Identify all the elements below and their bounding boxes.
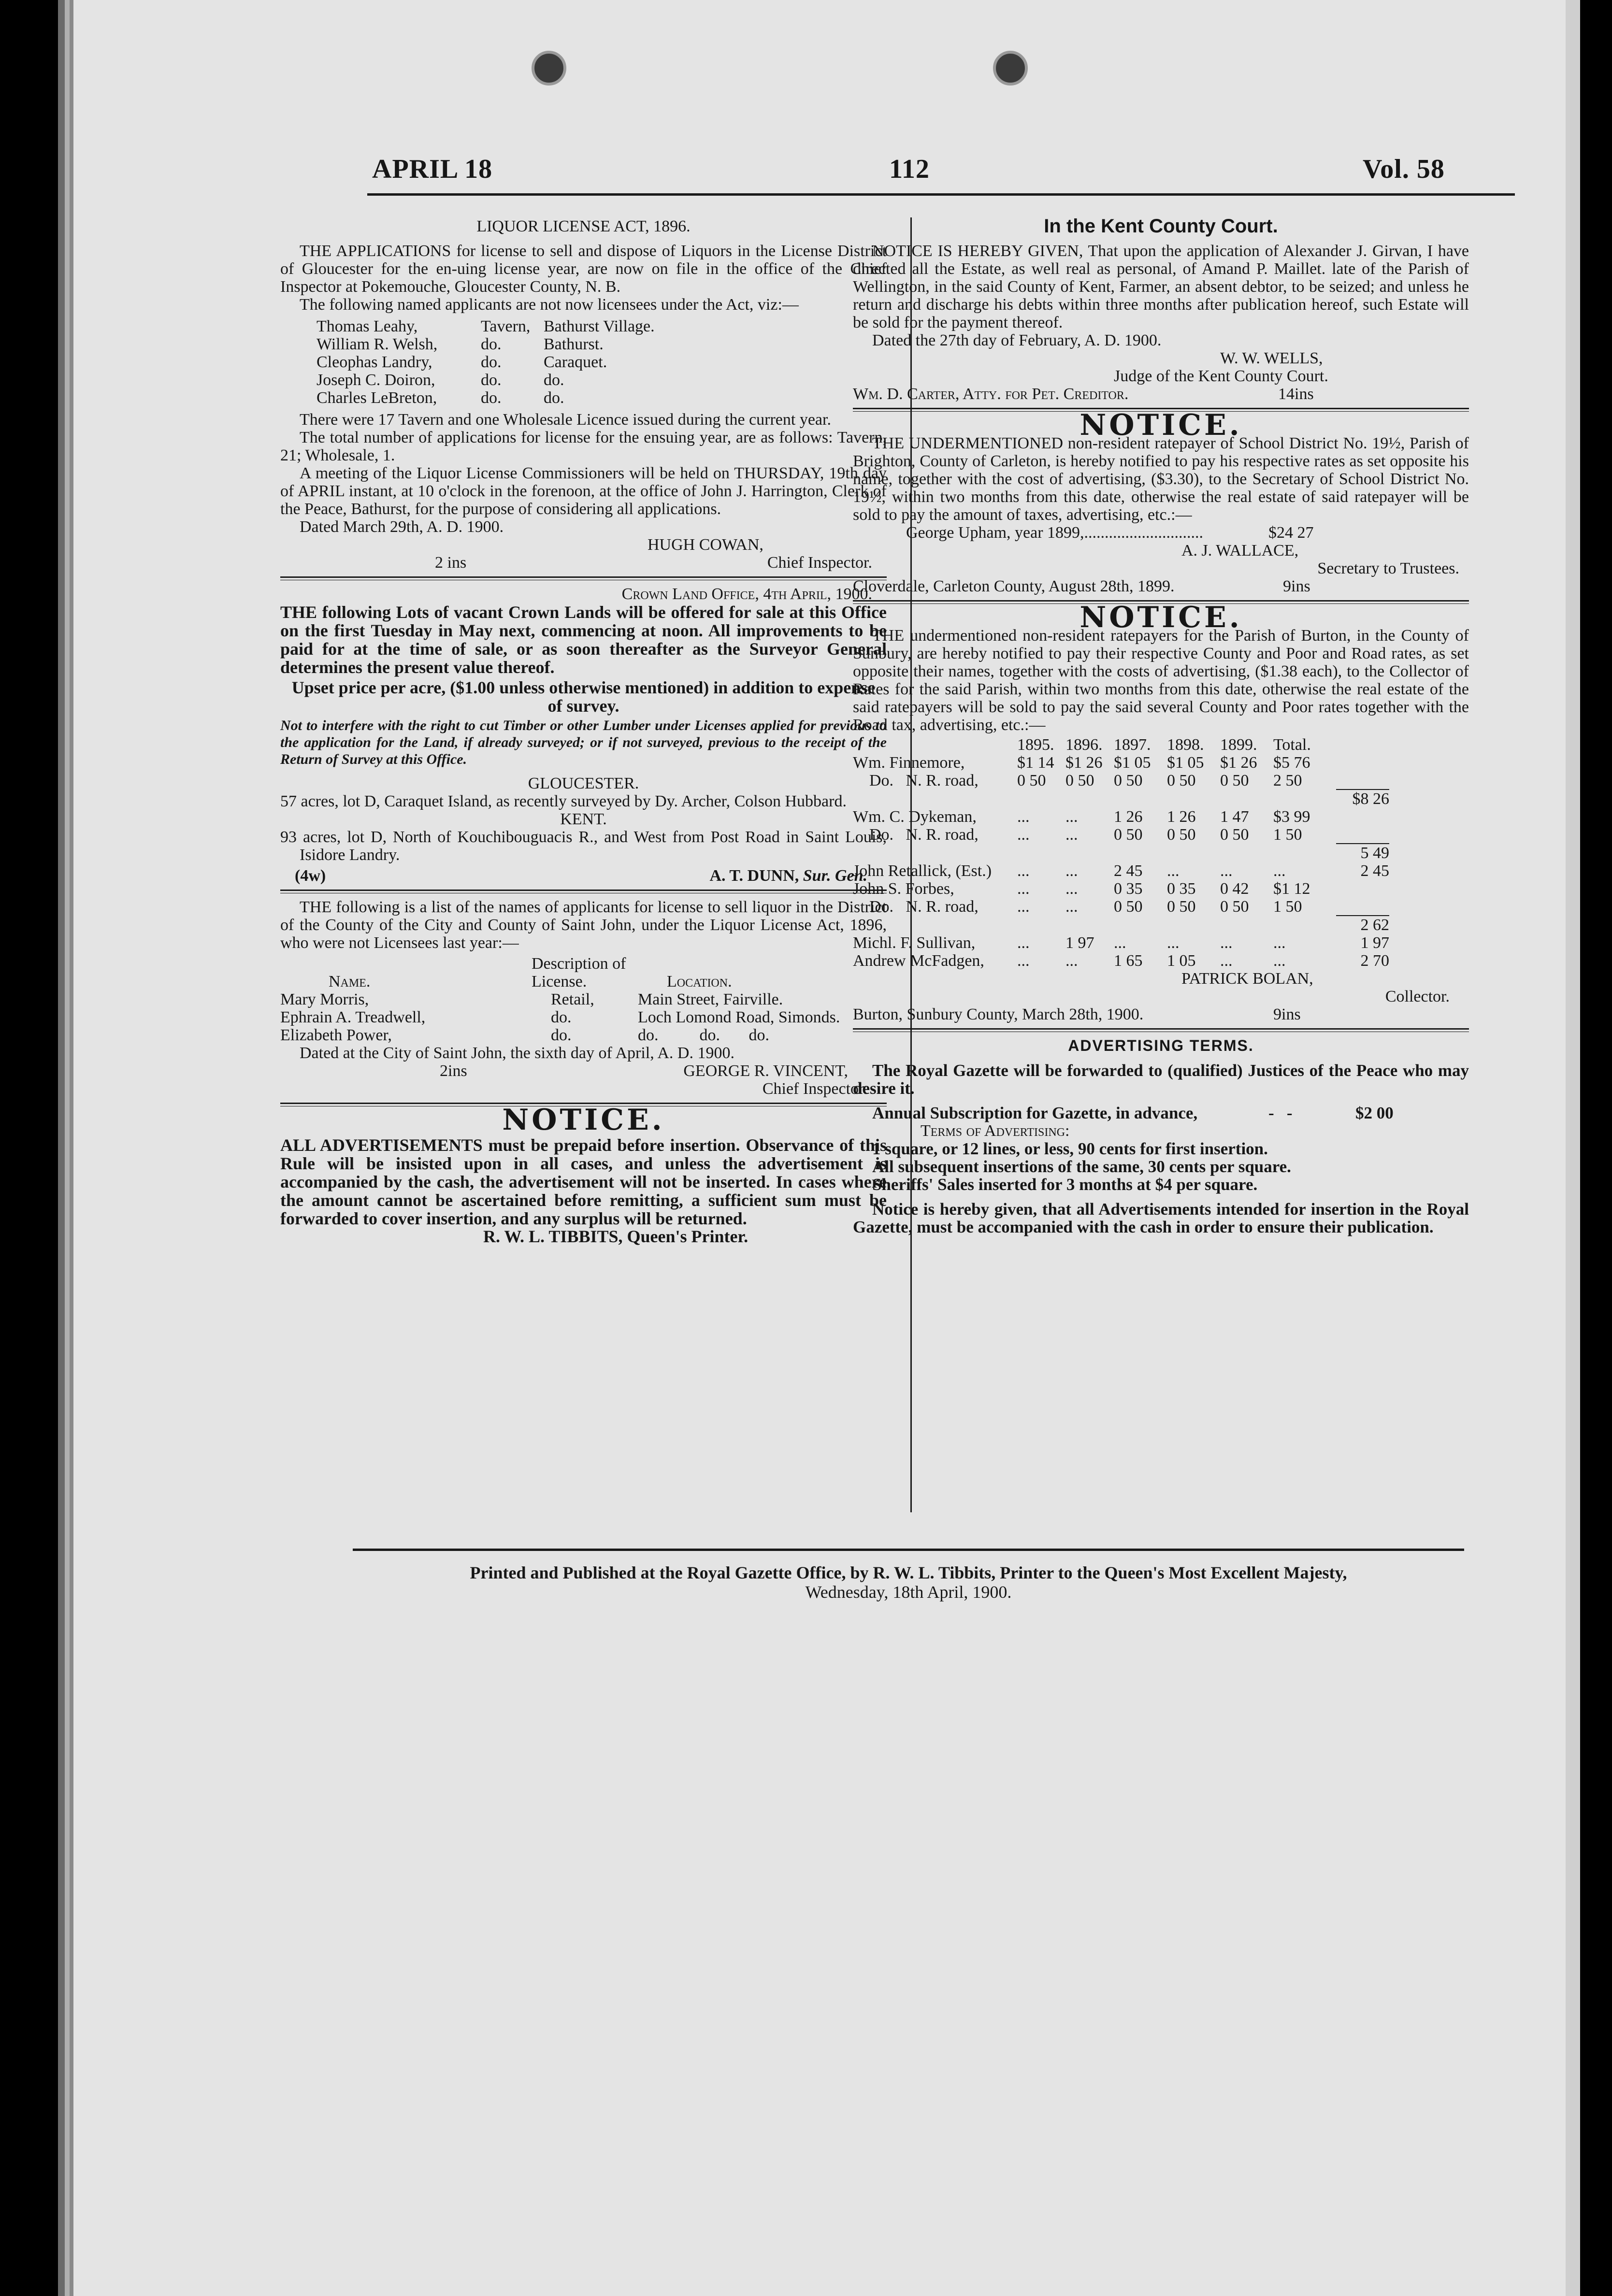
- total-cell: $5 76: [1273, 754, 1310, 772]
- page-edge: [65, 0, 70, 2296]
- year-header: 1898.: [1167, 736, 1204, 754]
- total-header: Total.: [1273, 736, 1311, 754]
- signer-title: Sur. Gen.: [803, 867, 867, 885]
- paragraph: THE following is a list of the names of applicants for license to sell liquor in the District of the County of the City and County of Saint John, under the Liquor License Act, 1896, who were not Licensees last year:—: [280, 898, 887, 952]
- signer-name: A. J. WALLACE,: [1181, 542, 1299, 560]
- table-row: [317, 335, 655, 353]
- paragraph: THE APPLICATIONS for license to sell and dispose of Liquors in the License District of Gloucester for the en-uing license year, are now on file in the office of the Chief Inspector at Pokemouche, Gloucester County, N. B.: [280, 242, 887, 296]
- page-edge: [58, 0, 65, 2296]
- rate-cell: 0 50: [1114, 772, 1143, 789]
- divider: [280, 576, 887, 580]
- location: Main Street, Fairville.: [638, 990, 783, 1008]
- page-edge: [1566, 0, 1580, 2296]
- ratepayer-name: Andrew McFadgen,: [853, 952, 984, 970]
- timber-note: Not to interfere with the right to cut Timber or other Lumber under Licenses applied for previous to the application for the Land, if already surveyed; or if not surveyed, previous to the receipt of the Return of Survey at this Office.: [280, 718, 887, 767]
- rate-cell: ...: [1065, 880, 1078, 898]
- license-type: do.: [481, 335, 502, 353]
- rate-cell: ...: [1220, 934, 1233, 952]
- sum-cell: 2 70: [1360, 952, 1389, 970]
- table-row: [853, 898, 1389, 916]
- location: Loch Lomond Road, Simonds.: [638, 1008, 840, 1026]
- signer-title: Secretary to Trustees.: [1317, 560, 1459, 577]
- rate-cell: 1 26: [1167, 808, 1196, 826]
- total-cell: ...: [1273, 862, 1286, 880]
- location: do. do. do.: [638, 1026, 769, 1044]
- rate-cell: $1 14: [1017, 754, 1054, 772]
- applicant-place: Caraquet.: [544, 353, 607, 371]
- rate-cell: 0 42: [1220, 880, 1249, 898]
- table-row: [280, 1008, 887, 1026]
- section-title: ADVERTISING TERMS.: [1068, 1037, 1254, 1054]
- rate-cell: [1220, 844, 1273, 862]
- page-edge: [70, 0, 73, 2296]
- sum-cell: [1336, 880, 1389, 898]
- applicant-place: Bathurst Village.: [544, 317, 655, 335]
- paragraph: NOTICE IS HEREBY GIVEN, That upon the application of Alexander J. Girvan, I have directed all the Estate, as well real as personal, of Amand P. Maillet. late of the Parish of Wellington, in the said County of Kent, Farmer, an absent debtor, to be seized; and unless he return and discharge his debts within three months after publication hereof, such Estate will be sold for the payment thereof.: [853, 242, 1469, 331]
- rate-cell: 1 65: [1114, 952, 1143, 970]
- sum-cell: [1336, 898, 1389, 916]
- applicant-name: William R. Welsh,: [317, 335, 438, 353]
- paragraph: The Royal Gazette will be forwarded to (qualified) Justices of the Peace who may desire it.: [853, 1061, 1469, 1098]
- rate-cell: 1 05: [1167, 952, 1196, 970]
- rate-cell: ...: [1017, 826, 1030, 844]
- rate-cell: [1017, 916, 1065, 934]
- rate-cell: ...: [1017, 952, 1030, 970]
- left-column: [280, 217, 887, 1246]
- rate-cell: 0 50: [1167, 898, 1196, 916]
- header-date: APRIL 18: [372, 154, 493, 184]
- brighton-ratepayer-notice: [853, 408, 1469, 595]
- rate-cell: [1114, 844, 1167, 862]
- table-row: [853, 952, 1389, 970]
- total-cell: 1 50: [1273, 898, 1302, 916]
- advertisement-prepay-notice: [280, 1103, 887, 1246]
- table-row: [317, 317, 655, 335]
- upset-price: Upset price per acre, ($1.00 unless otherwise mentioned) in addition to expense of survey.: [291, 678, 876, 716]
- sum-cell: 2 45: [1360, 862, 1389, 880]
- license-type: do.: [481, 353, 502, 371]
- table-row: [317, 371, 655, 389]
- signer-name: GEORGE R. VINCENT,: [683, 1062, 848, 1080]
- ratepayer-name: [853, 916, 1017, 934]
- ratepayer-name: Do. N. R. road,: [853, 898, 979, 916]
- signer-title: Collector.: [1385, 988, 1450, 1005]
- rate-cell: ...: [1114, 934, 1126, 952]
- total-cell: [1273, 844, 1336, 862]
- total-cell: $1 12: [1273, 880, 1310, 898]
- applicant-name: Joseph C. Doiron,: [317, 371, 435, 389]
- rate-cell: [1017, 844, 1065, 862]
- office-line: Crown Land Office, 4th April, 1900.: [621, 585, 872, 603]
- rate-cell: 0 35: [1167, 880, 1196, 898]
- county-heading: KENT.: [560, 810, 607, 828]
- sum-cell: $8 26: [1336, 789, 1389, 808]
- rate-cell: [1114, 916, 1167, 934]
- rate-cell: [1065, 789, 1114, 808]
- license-type: do.: [551, 1026, 572, 1044]
- paragraph: THE undermentioned non-resident ratepayers for the Parish of Burton, in the County of Sunbury, are hereby notified to pay their respective County and Poor and Road rates, as set opposite their names, together with the costs of advertising, ($1.38 each), to the Collector of Rates for the said Parish, within two months from this date, otherwise the real estate of the said ratepayers will be sold to pay the said several County and Poor rates together with the Road tax, advertising, etc.:—: [853, 627, 1469, 734]
- signer-name: W. W. WELLS,: [1220, 349, 1323, 367]
- terms-heading: Terms of Advertising:: [921, 1122, 1070, 1140]
- notice-title: In the Kent County Court.: [1044, 215, 1278, 237]
- kent-county-court-notice: [853, 217, 1469, 403]
- signer-title: Chief Inspector.: [762, 1080, 867, 1098]
- ratepayer-name: Do. N. R. road,: [853, 772, 979, 789]
- rate-cell: 0 50: [1220, 898, 1249, 916]
- place-date: Burton, Sunbury County, March 28th, 1900.: [853, 1005, 1144, 1023]
- table-row: [280, 990, 887, 1008]
- notice-title: NOTICE.: [1079, 408, 1242, 442]
- header-page-number: 112: [889, 154, 930, 184]
- rate-cell: [1017, 789, 1065, 808]
- license-type: Tavern,: [481, 317, 531, 335]
- ratepayer-name: [853, 844, 1017, 862]
- applicant-place: Bathurst.: [544, 335, 604, 353]
- year-header: 1895.: [1017, 736, 1054, 754]
- divider: [280, 890, 887, 893]
- rate-cell: 0 50: [1167, 826, 1196, 844]
- sum-cell: [1336, 808, 1389, 826]
- license-type: do.: [481, 371, 502, 389]
- header-rule: [367, 193, 1515, 196]
- year-header: 1899.: [1220, 736, 1257, 754]
- liquor-license-gloucester: [280, 217, 887, 572]
- header-volume: Vol. 58: [1363, 154, 1445, 184]
- notice-title: NOTICE.: [1079, 601, 1242, 634]
- insertions: 2 ins: [435, 554, 467, 572]
- ratepayer-name: Michl. F. Sullivan,: [853, 934, 976, 952]
- signer-name: R. W. L. TIBBITS, Queen's Printer.: [483, 1227, 748, 1246]
- footer-rule: [353, 1549, 1464, 1551]
- rate-cell: ...: [1220, 862, 1233, 880]
- table-row: [853, 826, 1389, 844]
- ratepayer-name: John Retallick, (Est.): [853, 862, 992, 880]
- binding-hole-icon: [532, 51, 566, 86]
- lot-entry: 93 acres, lot D, North of Kouchibouguacis R., and West from Post Road in Saint Louis, Isidore Landry.: [280, 828, 887, 864]
- paragraph: THE UNDERMENTIONED non-resident ratepayer of School District No. 19½, Parish of Brighton, County of Carleton, is hereby notified to pay his respective rates as set opposite his name, together with the cost of advertising, ($3.30), to the Secretary of School District No. 19½, within two months from this date, otherwise the real estate of said ratepayer will be sold to pay the amount of taxes, advertising, etc.:—: [853, 434, 1469, 524]
- ratepayer-name: Do. N. R. road,: [853, 826, 979, 844]
- imprint-line: Printed and Published at the Royal Gazette Office, by R. W. L. Tibbits, Printer to the Queen's Most Excellent Majesty,: [470, 1563, 1347, 1582]
- crown-land-notice: [280, 585, 887, 885]
- rates-table: [853, 736, 1389, 970]
- license-type: Retail,: [551, 990, 594, 1008]
- burton-ratepayer-notice: [853, 601, 1469, 1023]
- applicant-place: do.: [544, 371, 564, 389]
- divider: [853, 1028, 1469, 1032]
- rate-cell: [1167, 844, 1220, 862]
- subscription-label: Annual Subscription for Gazette, in advance,: [872, 1104, 1198, 1122]
- paragraph: Notice is hereby given, that all Advertisements intended for insertion in the Royal Gazette, must be accompanied with the cash in order to ensure their publication.: [853, 1200, 1469, 1236]
- rate-cell: [1167, 916, 1220, 934]
- imprint-date: Wednesday, 18th April, 1900.: [805, 1582, 1012, 1602]
- rate-cell: ...: [1017, 808, 1030, 826]
- rate-cell: ...: [1017, 934, 1030, 952]
- applicant-name: Elizabeth Power,: [280, 1026, 392, 1044]
- insertions: 2ins: [440, 1062, 467, 1080]
- total-cell: ...: [1273, 934, 1286, 952]
- advertising-terms: [853, 1037, 1469, 1236]
- notice-title: LIQUOR LICENSE ACT, 1896.: [476, 217, 691, 235]
- dated-line: Dated the 27th day of February, A. D. 1900.: [872, 331, 1162, 349]
- term-line: 1 square, or 12 lines, or less, 90 cents for first insertion.: [872, 1139, 1268, 1158]
- applicant-name: Mary Morris,: [280, 990, 369, 1008]
- sum-cell: [1336, 826, 1389, 844]
- applicant-name: Thomas Leahy,: [317, 317, 418, 335]
- ratepayer-name: Wm. C. Dykeman,: [853, 808, 977, 826]
- paragraph: There were 17 Tavern and one Wholesale Licence issued during the current year.: [300, 411, 831, 429]
- right-column: [853, 217, 1469, 1236]
- total-cell: ...: [1273, 952, 1286, 970]
- rate-cell: $1 26: [1065, 754, 1103, 772]
- rate-cell: 2 45: [1114, 862, 1143, 880]
- year-header: 1896.: [1065, 736, 1103, 754]
- binding-hole-icon: [993, 51, 1028, 86]
- total-cell: [1273, 916, 1336, 934]
- rate-cell: 0 50: [1017, 772, 1046, 789]
- insertions: 9ins: [1273, 1005, 1301, 1023]
- rate-cell: [1167, 789, 1220, 808]
- rate-cell: [1114, 789, 1167, 808]
- rate-cell: ...: [1017, 898, 1030, 916]
- notice-title: NOTICE.: [502, 1103, 665, 1137]
- attorney-line: Wm. D. Carter, Atty. for Pet. Creditor.: [853, 385, 1129, 403]
- rate-cell: 0 50: [1114, 898, 1143, 916]
- rate-cell: 1 47: [1220, 808, 1249, 826]
- rate-cell: 1 97: [1065, 934, 1094, 952]
- rate-cell: ...: [1065, 826, 1078, 844]
- ratepayer-name: Wm. Finnemore,: [853, 754, 965, 772]
- term-line: Sheriffs' Sales inserted for 3 months at $4 per square.: [872, 1175, 1258, 1194]
- rate-cell: ...: [1017, 880, 1030, 898]
- dated-line: Dated March 29th, A. D. 1900.: [300, 518, 504, 536]
- ratepayer-entry: George Upham, year 1899,.............................: [906, 524, 1204, 542]
- table-row: [853, 844, 1389, 862]
- table-row: [853, 862, 1389, 880]
- rate-cell: ...: [1065, 952, 1078, 970]
- paragraph: THE following Lots of vacant Crown Lands will be offered for sale at this Office on the first Tuesday in May next, commencing at noon. All improvements to be paid for at the time of sale, or as soon thereafter as the Surveyor General determines the present value thereof.: [280, 603, 887, 677]
- license-type: do.: [481, 389, 502, 407]
- column-header: Location.: [667, 973, 732, 990]
- rate-cell: 0 35: [1114, 880, 1143, 898]
- table-row: [317, 353, 655, 371]
- table-row: [853, 789, 1389, 808]
- table-row: [853, 772, 1389, 789]
- sum-cell: [1336, 772, 1389, 789]
- license-type: do.: [551, 1008, 572, 1026]
- term-line: All subsequent insertions of the same, 30 cents per square.: [872, 1157, 1291, 1176]
- insertions: 9ins: [1283, 577, 1310, 595]
- dated-line: Dated at the City of Saint John, the sixth day of April, A. D. 1900.: [300, 1044, 734, 1062]
- rate-cell: 0 50: [1220, 772, 1249, 789]
- total-cell: 2 50: [1273, 772, 1302, 789]
- signer-title: Judge of the Kent County Court.: [1114, 367, 1328, 385]
- insertions: 14ins: [1278, 385, 1314, 403]
- liquor-license-saint-john: [280, 898, 887, 1098]
- rate-cell: 0 50: [1065, 772, 1094, 789]
- lot-entry: 57 acres, lot D, Caraquet Island, as recently surveyed by Dy. Archer, Colson Hubbard.: [280, 792, 847, 810]
- rate-cell: 0 50: [1167, 772, 1196, 789]
- total-cell: [1273, 789, 1336, 808]
- table-header-row: [853, 736, 1389, 754]
- applicant-name: Ephrain A. Treadwell,: [280, 1008, 426, 1026]
- sum-cell: 5 49: [1336, 844, 1389, 862]
- rate-cell: ...: [1220, 952, 1233, 970]
- rate-cell: 0 50: [1114, 826, 1143, 844]
- applicants-table: [317, 317, 655, 407]
- applicant-place: do.: [544, 389, 564, 407]
- rate-cell: [1220, 916, 1273, 934]
- county-heading: GLOUCESTER.: [528, 775, 639, 792]
- insertions: (4w): [295, 867, 326, 885]
- signer-name: PATRICK BOLAN,: [1181, 970, 1313, 988]
- table-header-row: [280, 955, 887, 990]
- table-row: [853, 754, 1389, 772]
- paragraph: A meeting of the Liquor License Commissioners will be held on THURSDAY, 19th day of APRIL instant, at 10 o'clock in the forenoon, at the office of John J. Harrington, Clerk of the Peace, Bathurst, for the purpose of considering all applications.: [280, 464, 887, 518]
- rate-cell: $1 05: [1167, 754, 1204, 772]
- table-row: [853, 808, 1389, 826]
- column-header: Description of License.: [532, 955, 626, 990]
- sum-cell: [1336, 754, 1389, 772]
- paragraph: The total number of applications for license for the ensuing year, are as follows: Tavern, 21; Wholesale, 1.: [280, 429, 887, 464]
- signer-title: Chief Inspector.: [767, 554, 872, 572]
- table-row: [853, 880, 1389, 898]
- table-row: [317, 389, 655, 407]
- paragraph: The following named applicants are not now licensees under the Act, viz:—: [300, 296, 799, 314]
- rate-cell: $1 26: [1220, 754, 1257, 772]
- rate-cell: [1065, 916, 1114, 934]
- rate-cell: ...: [1065, 898, 1078, 916]
- sum-cell: 2 62: [1336, 916, 1389, 934]
- table-row: [853, 934, 1389, 952]
- ratepayer-name: John S. Forbes,: [853, 880, 954, 898]
- saint-john-applicants-table: [280, 955, 887, 1044]
- rate-cell: ...: [1167, 934, 1180, 952]
- rate-cell: ...: [1065, 808, 1078, 826]
- sum-cell: 1 97: [1360, 934, 1389, 952]
- rate-cell: [1220, 789, 1273, 808]
- rate-cell: 1 26: [1114, 808, 1143, 826]
- total-cell: $3 99: [1273, 808, 1310, 826]
- table-row: [280, 1026, 887, 1044]
- rate-cell: $1 05: [1114, 754, 1151, 772]
- rate-cell: 0 50: [1220, 826, 1249, 844]
- paragraph: ALL ADVERTISEMENTS must be prepaid before insertion. Observance of this Rule will be insisted upon in all cases, and unless the advertisement is accompanied by the cash, the advertisement will not be inserted. In cases where the amount cannot be ascertained before remitting, a sufficient sum must be forwarded to cover insertion, and any surplus will be returned.: [280, 1135, 887, 1228]
- applicant-name: Cleophas Landry,: [317, 353, 432, 371]
- year-header: 1897.: [1114, 736, 1151, 754]
- total-cell: 1 50: [1273, 826, 1302, 844]
- rate-cell: ...: [1065, 862, 1078, 880]
- table-row: [853, 916, 1389, 934]
- place-date: Cloverdale, Carleton County, August 28th, 1899.: [853, 577, 1175, 595]
- column-header: Name.: [329, 973, 371, 990]
- signer-name: HUGH COWAN,: [648, 536, 763, 554]
- rate-cell: ...: [1167, 862, 1180, 880]
- rate-cell: [1065, 844, 1114, 862]
- imprint: [353, 1563, 1464, 1602]
- rate-cell: ...: [1017, 862, 1030, 880]
- signer-name: A. T. DUNN,: [709, 867, 799, 885]
- dashes: - -: [1268, 1104, 1293, 1122]
- applicant-name: Charles LeBreton,: [317, 389, 437, 407]
- ratepayer-name: [853, 789, 1017, 808]
- amount: $24 27: [1268, 524, 1314, 542]
- subscription-price: $2 00: [1355, 1104, 1394, 1122]
